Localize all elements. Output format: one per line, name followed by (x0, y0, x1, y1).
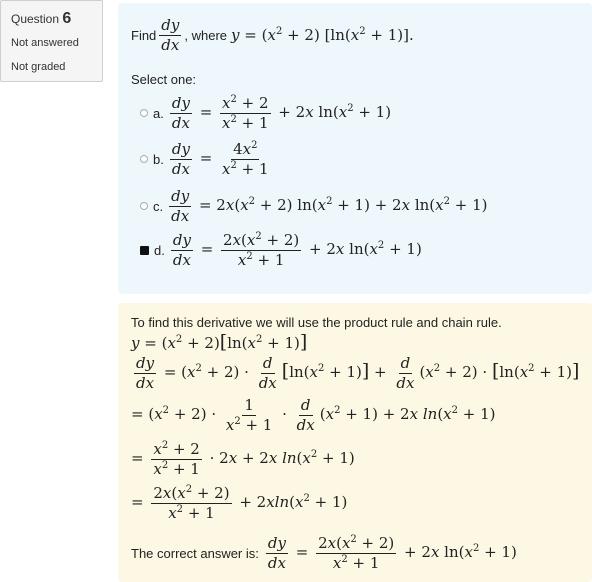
option-a-expression: $\frac{dy}{dx}$ = $\frac{x^2 + 2}{x^2 + 1}$ + 2x $\ln(x^2 + 1)$ (171, 94, 392, 132)
option-a[interactable] (140, 95, 391, 131)
stem-function: $y = (x^2 + 2) [\ln(x^2 + 1)]$. (231, 26, 414, 44)
question-stem (131, 17, 414, 53)
question-number: 6 (62, 10, 72, 27)
feedback-line-2: $\frac{dy}{dx}$ = $(x^2 + 2)$ · $\frac{d}{dx}$ $[\ln(x^2 + 1)]$ + $\frac{d}{dx}$ $(x^2 + 2) \cdot [\ln(x^2 + 1)]$ (136, 354, 580, 392)
correct-answer (131, 535, 517, 571)
correct-answer-expression: $\frac{dy}{dx}$ = $\frac{2x(x^2 + 2)}{x^2 + 1}$ + 2x $\ln(x^2 + 1)$ (267, 534, 517, 572)
select-one-label: Select one: (131, 72, 197, 87)
option-b-letter: b. (153, 151, 164, 167)
stem-prefix: Find (131, 27, 157, 43)
option-c-letter: c. (153, 198, 164, 214)
option-c-expression: $\frac{dy}{dx}$ = $2x(x^2 + 2) \ln(x^2 + 1) + 2x$ $\ln(x^2 + 1)$ (171, 187, 488, 225)
feedback-line-3: = $(x^2 + 2)$ · $\frac{1}{x^2 + 1}$ · $\frac{d}{dx}$ $(x^2 + 1) + 2x$ $\ln(x^2 + 1)$ (131, 396, 496, 434)
stem-derivative: $\frac{dy}{dx}$ (161, 16, 180, 54)
feedback-line-5: = $\frac{2x(x^2 + 2)}{x^2 + 1}$ + $2xln(x^2 + 1)$ (131, 484, 348, 522)
question-number-line (11, 10, 102, 28)
option-c[interactable] (140, 188, 488, 224)
option-a-radio[interactable] (140, 109, 148, 117)
option-a-letter: a. (153, 105, 164, 121)
correct-answer-label: The correct answer is: (131, 545, 259, 561)
option-b-radio[interactable] (140, 155, 148, 163)
option-c-radio[interactable] (140, 202, 148, 210)
option-b-expression: $\frac{dy}{dx}$ = $\frac{4x^2}{x^2 + 1}$ (171, 140, 269, 178)
feedback-intro: To find this derivative we will use the product rule and chain rule. (131, 315, 502, 330)
option-b[interactable] (140, 141, 274, 177)
option-d-letter: d. (154, 242, 165, 258)
option-d-expression: $\frac{dy}{dx}$ = $\frac{2x(x^2 + 2)}{x^2 + 1}$ + 2x $\ln(x^2 + 1)$ (172, 231, 422, 269)
feedback-line-4: = $\frac{x^2 + 2}{x^2 + 1}$ · 2x + 2x $\ln(x^2 + 1)$ (131, 440, 355, 478)
question-label: Question (11, 12, 60, 26)
option-d[interactable] (140, 232, 422, 268)
stem-where: , where (184, 27, 228, 43)
feedback-line-1: $y = (x^2 + 2)[\ln(x^2 + 1)]$ (131, 331, 308, 353)
option-d-radio[interactable] (140, 246, 149, 255)
question-grade: Not graded (11, 61, 66, 73)
question-state: Not answered (11, 37, 79, 49)
question-info-panel (0, 0, 103, 82)
